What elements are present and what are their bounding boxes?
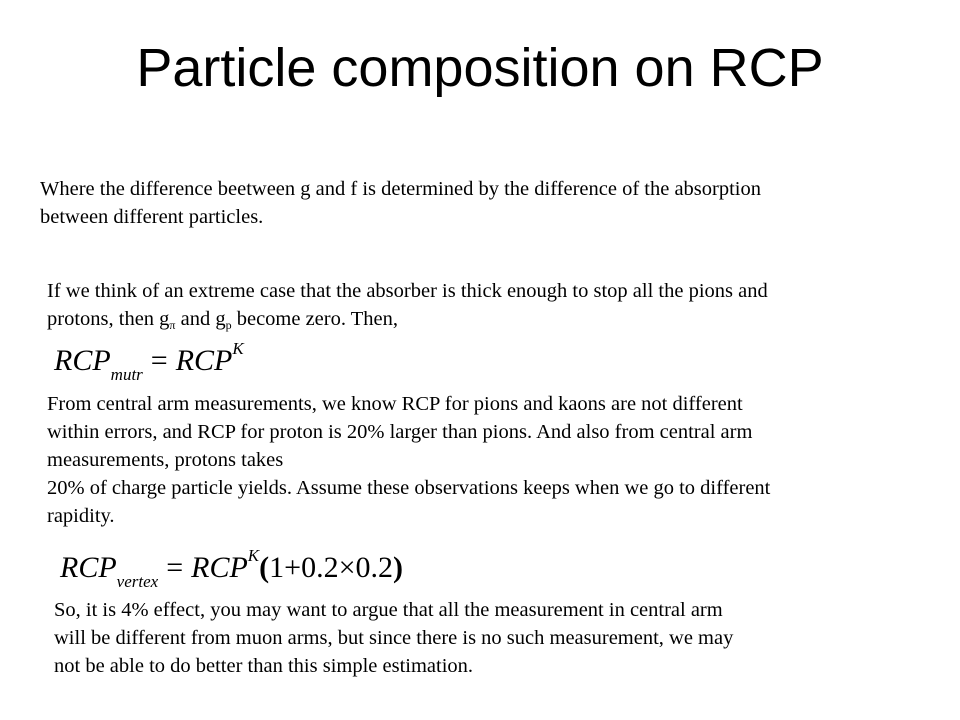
paragraph-conclusion bbox=[54, 596, 733, 680]
text-line-with-subscripts bbox=[47, 305, 768, 333]
eq-term: 1 bbox=[269, 551, 285, 584]
eq-rhs: RCP bbox=[191, 551, 248, 584]
subscript-p: p bbox=[225, 318, 232, 332]
text-line: between different particles. bbox=[40, 206, 264, 228]
slide-title: Particle composition on RCP bbox=[136, 38, 824, 98]
text-line: Where the difference beetween g and f is determined by the difference of the absorption bbox=[40, 178, 761, 200]
text-line: From central arm measurements, we know RCP for pions and kaons are not different bbox=[47, 393, 743, 415]
paragraph-central-arm-measurements bbox=[47, 390, 770, 530]
text-line: So, it is 4% effect, you may want to argue that all the measurement in central arm bbox=[54, 599, 723, 621]
eq-rhs-superscript: K bbox=[232, 339, 244, 358]
eq-open-paren: ( bbox=[259, 551, 270, 584]
eq-lhs: RCP bbox=[54, 344, 111, 377]
text-fragment: become zero. Then, bbox=[231, 308, 398, 330]
subscript-pi: π bbox=[169, 318, 176, 332]
text-line: not be able to do better than this simple estimation. bbox=[54, 655, 474, 677]
paragraph-extreme-case bbox=[47, 277, 768, 333]
eq-equals: = bbox=[166, 551, 184, 584]
eq-rhs: RCP bbox=[175, 344, 233, 377]
text-line: 20% of charge particle yields. Assume these observations keeps when we go to different bbox=[47, 477, 771, 499]
eq-term: 0.2 bbox=[355, 551, 393, 584]
text-line: If we think of an extreme case that the absorber is thick enough to stop all the pions and bbox=[47, 280, 768, 302]
paragraph-absorption-difference bbox=[40, 175, 761, 231]
text-line: within errors, and RCP for proton is 20% larger than pions. And also from central arm bbox=[47, 421, 753, 443]
eq-equals: = bbox=[150, 344, 168, 377]
eq-times: × bbox=[338, 551, 356, 584]
eq-lhs-subscript: mutr bbox=[110, 365, 143, 384]
eq-lhs: RCP bbox=[60, 551, 117, 584]
eq-term: 0.2 bbox=[301, 551, 339, 584]
text-line: measurements, protons takes bbox=[47, 449, 284, 471]
text-line: will be different from muon arms, but since there is no such measurement, we may bbox=[54, 627, 734, 649]
text-fragment: protons, then g bbox=[47, 308, 170, 330]
eq-lhs-subscript: vertex bbox=[116, 572, 159, 591]
text-line: rapidity. bbox=[47, 505, 115, 527]
equation-rcp-vertex bbox=[60, 545, 403, 591]
equation-rcp-mutr bbox=[54, 338, 244, 384]
text-fragment: and g bbox=[175, 308, 226, 330]
eq-close-paren: ) bbox=[392, 551, 403, 584]
eq-rhs-superscript: K bbox=[247, 546, 260, 565]
eq-plus: + bbox=[284, 551, 302, 584]
